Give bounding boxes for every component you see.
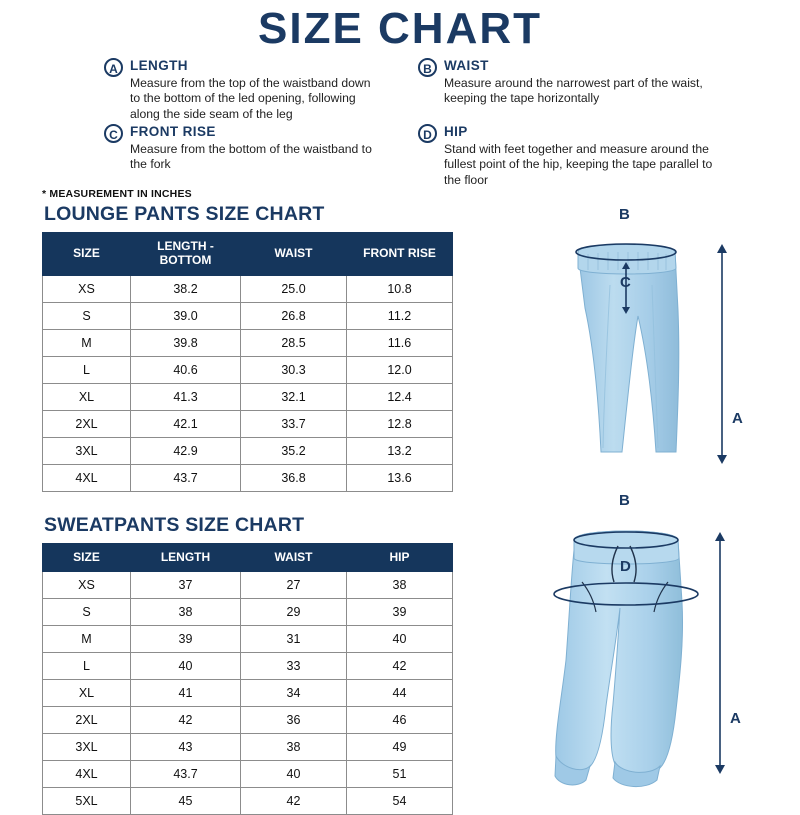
cell-length: 38 bbox=[131, 599, 241, 626]
legend-text-front-rise bbox=[130, 124, 374, 172]
badge-c-icon: C bbox=[104, 124, 123, 143]
table-row bbox=[43, 275, 453, 302]
table-header-row bbox=[43, 543, 453, 572]
cell-waist: 40 bbox=[241, 761, 347, 788]
table-row bbox=[43, 572, 453, 599]
cell-length: 42 bbox=[131, 707, 241, 734]
lounge-pants-table-heading: LOUNGE PANTS SIZE CHART bbox=[44, 203, 325, 225]
cell-waist: 31 bbox=[241, 626, 347, 653]
badge-d-icon: D bbox=[418, 124, 437, 143]
cell-front-rise: 13.2 bbox=[347, 437, 453, 464]
mark-sweat-hip: D bbox=[620, 558, 631, 575]
cell-waist: 33.7 bbox=[241, 410, 347, 437]
mark-sweat-waist: B bbox=[619, 492, 630, 509]
table-row bbox=[43, 464, 453, 491]
legend-label-waist: WAIST bbox=[444, 58, 489, 74]
cell-size: M bbox=[43, 626, 131, 653]
cell-waist: 35.2 bbox=[241, 437, 347, 464]
measurement-note: * MEASUREMENT IN INCHES bbox=[42, 188, 192, 200]
illustrations bbox=[470, 190, 790, 790]
cell-waist: 28.5 bbox=[241, 329, 347, 356]
legend-desc-hip: Stand with feet together and measure around the fullest point of the hip, keeping the tape parallel to the floor bbox=[444, 142, 713, 187]
table-row bbox=[43, 653, 453, 680]
cell-length: 41.3 bbox=[131, 383, 241, 410]
table-row bbox=[43, 680, 453, 707]
size-tables bbox=[42, 188, 452, 815]
cell-waist: 27 bbox=[241, 572, 347, 599]
column-header: LENGTH bbox=[131, 543, 241, 572]
cell-size: M bbox=[43, 329, 131, 356]
lounge-pants-illustration bbox=[576, 244, 727, 464]
legend-desc-front-rise: Measure from the bottom of the waistband to the fork bbox=[130, 142, 372, 172]
table-row bbox=[43, 734, 453, 761]
legend-text-waist bbox=[444, 58, 718, 106]
table-row bbox=[43, 356, 453, 383]
cell-front-rise: 10.8 bbox=[347, 275, 453, 302]
column-header: LENGTH - BOTTOM bbox=[131, 233, 241, 276]
column-header: SIZE bbox=[43, 233, 131, 276]
page-title: SIZE CHART bbox=[258, 4, 542, 53]
cell-size: S bbox=[43, 599, 131, 626]
table-header-row bbox=[43, 233, 453, 276]
cell-waist: 29 bbox=[241, 599, 347, 626]
table-row bbox=[43, 383, 453, 410]
table-row bbox=[43, 437, 453, 464]
cell-length: 39.8 bbox=[131, 329, 241, 356]
cell-size: 4XL bbox=[43, 464, 131, 491]
legend-item-waist bbox=[418, 58, 718, 106]
cell-hip: 38 bbox=[347, 572, 453, 599]
cell-length: 43.7 bbox=[131, 464, 241, 491]
cell-size: 2XL bbox=[43, 410, 131, 437]
cell-size: 2XL bbox=[43, 707, 131, 734]
table-row bbox=[43, 302, 453, 329]
length-arrow-head-top bbox=[717, 244, 727, 253]
cell-waist: 36 bbox=[241, 707, 347, 734]
table-row bbox=[43, 599, 453, 626]
sweatpants-length-arrow-head-bottom bbox=[715, 765, 725, 774]
table-row bbox=[43, 410, 453, 437]
legend-desc-length: Measure from the top of the waistband down to the bottom of the led opening, following along the side seam of the leg bbox=[130, 76, 371, 121]
cell-hip: 51 bbox=[347, 761, 453, 788]
cell-size: L bbox=[43, 356, 131, 383]
cell-length: 39.0 bbox=[131, 302, 241, 329]
length-arrow-head-bottom bbox=[717, 455, 727, 464]
cell-size: XL bbox=[43, 680, 131, 707]
column-header: HIP bbox=[347, 543, 453, 572]
mark-lounge-waist: B bbox=[619, 206, 630, 223]
cell-length: 37 bbox=[131, 572, 241, 599]
cell-hip: 54 bbox=[347, 788, 453, 815]
cell-front-rise: 11.2 bbox=[347, 302, 453, 329]
cell-hip: 39 bbox=[347, 599, 453, 626]
cell-waist: 42 bbox=[241, 788, 347, 815]
sweatpants-length-arrow-head-top bbox=[715, 532, 725, 541]
lounge-pants-size-table bbox=[42, 232, 453, 492]
cell-length: 39 bbox=[131, 626, 241, 653]
column-header: SIZE bbox=[43, 543, 131, 572]
cell-hip: 44 bbox=[347, 680, 453, 707]
cell-front-rise: 12.0 bbox=[347, 356, 453, 383]
cell-size: 4XL bbox=[43, 761, 131, 788]
cell-size: 3XL bbox=[43, 734, 131, 761]
cell-length: 41 bbox=[131, 680, 241, 707]
cell-length: 42.9 bbox=[131, 437, 241, 464]
legend-label-front-rise: FRONT RISE bbox=[130, 124, 216, 140]
cell-waist: 38 bbox=[241, 734, 347, 761]
cell-waist: 33 bbox=[241, 653, 347, 680]
table-row bbox=[43, 329, 453, 356]
cell-length: 38.2 bbox=[131, 275, 241, 302]
cell-size: S bbox=[43, 302, 131, 329]
cell-front-rise: 11.6 bbox=[347, 329, 453, 356]
legend-item-length bbox=[104, 58, 374, 122]
cell-waist: 36.8 bbox=[241, 464, 347, 491]
cell-size: 3XL bbox=[43, 437, 131, 464]
badge-a-icon: A bbox=[104, 58, 123, 77]
cell-size: L bbox=[43, 653, 131, 680]
cell-hip: 49 bbox=[347, 734, 453, 761]
column-header: FRONT RISE bbox=[347, 233, 453, 276]
table-row bbox=[43, 761, 453, 788]
cell-waist: 25.0 bbox=[241, 275, 347, 302]
cell-waist: 34 bbox=[241, 680, 347, 707]
cell-length: 40.6 bbox=[131, 356, 241, 383]
cell-length: 43 bbox=[131, 734, 241, 761]
legend-text-hip bbox=[444, 124, 718, 188]
column-header: WAIST bbox=[241, 543, 347, 572]
mark-lounge-front-rise: C bbox=[620, 274, 631, 291]
mark-sweat-length: A bbox=[730, 710, 741, 727]
legend-item-hip bbox=[418, 124, 718, 188]
cell-size: XS bbox=[43, 275, 131, 302]
sweatpants-size-table bbox=[42, 543, 453, 815]
cell-front-rise: 12.8 bbox=[347, 410, 453, 437]
legend-label-length: LENGTH bbox=[130, 58, 188, 74]
table-spacer bbox=[42, 492, 452, 514]
cell-length: 40 bbox=[131, 653, 241, 680]
badge-b-icon: B bbox=[418, 58, 437, 77]
legend-text-length bbox=[130, 58, 374, 122]
legend-desc-waist: Measure around the narrowest part of the waist, keeping the tape horizontally bbox=[444, 76, 703, 106]
sweatpants-illustration bbox=[554, 531, 725, 787]
cell-length: 42.1 bbox=[131, 410, 241, 437]
cell-hip: 46 bbox=[347, 707, 453, 734]
cell-size: XS bbox=[43, 572, 131, 599]
legend-item-front-rise bbox=[104, 124, 374, 172]
table-row bbox=[43, 626, 453, 653]
cell-waist: 26.8 bbox=[241, 302, 347, 329]
sweatpants-table-heading: SWEATPANTS SIZE CHART bbox=[44, 513, 305, 536]
cell-length: 45 bbox=[131, 788, 241, 815]
mark-lounge-length: A bbox=[732, 410, 743, 427]
cell-size: 5XL bbox=[43, 788, 131, 815]
cell-front-rise: 13.6 bbox=[347, 464, 453, 491]
legend bbox=[0, 56, 800, 187]
cell-hip: 40 bbox=[347, 626, 453, 653]
cell-waist: 32.1 bbox=[241, 383, 347, 410]
table-row bbox=[43, 707, 453, 734]
cell-length: 43.7 bbox=[131, 761, 241, 788]
cell-waist: 30.3 bbox=[241, 356, 347, 383]
cell-hip: 42 bbox=[347, 653, 453, 680]
legend-label-hip: HIP bbox=[444, 124, 468, 140]
column-header: WAIST bbox=[241, 233, 347, 276]
table-row bbox=[43, 788, 453, 815]
cell-size: XL bbox=[43, 383, 131, 410]
cell-front-rise: 12.4 bbox=[347, 383, 453, 410]
